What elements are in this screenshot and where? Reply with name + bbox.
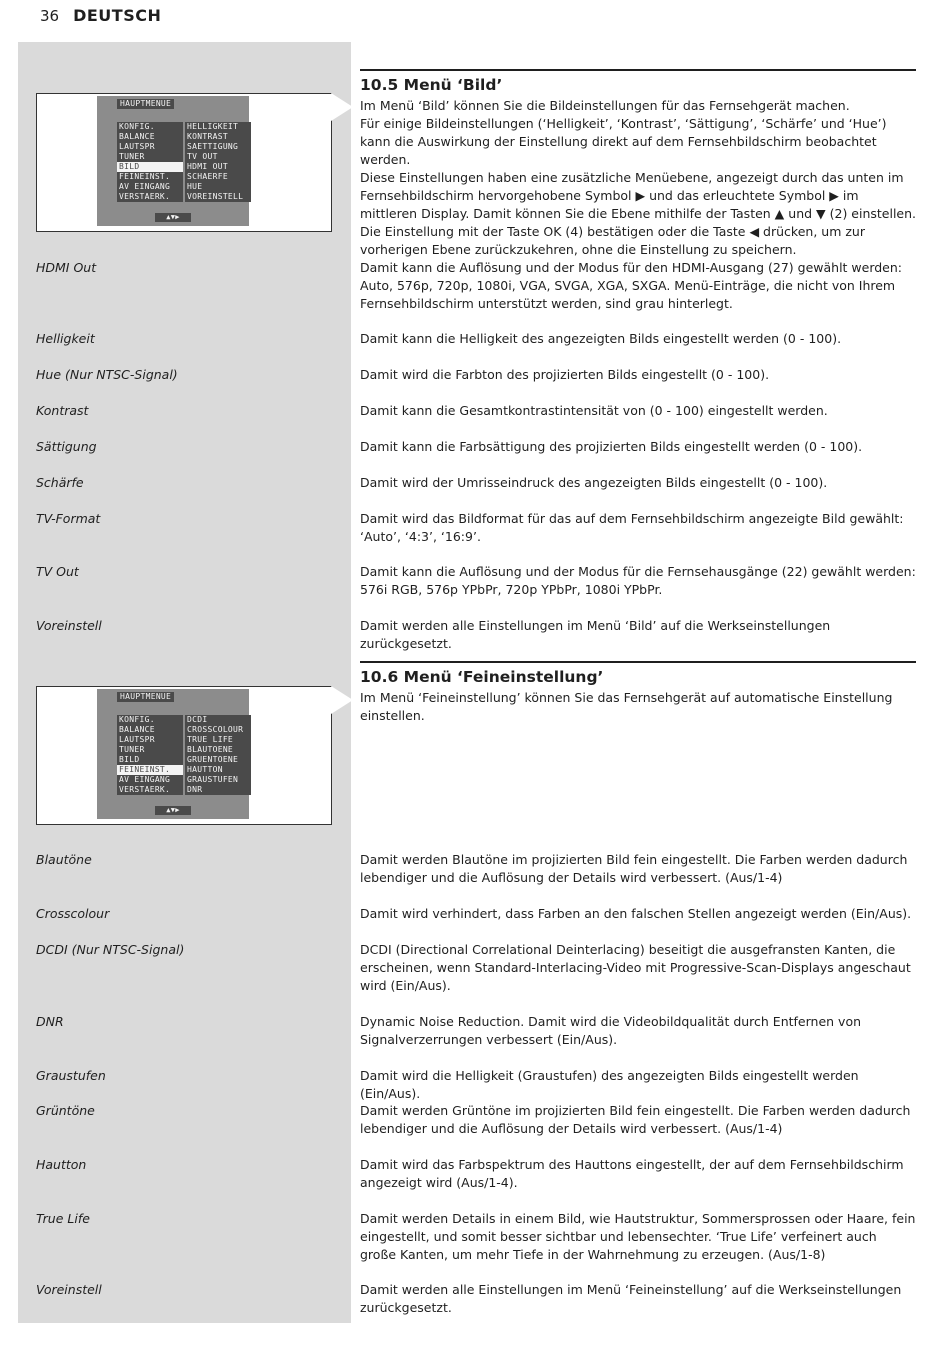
- desc-graustufen: Damit wird die Helligkeit (Graustufen) des angezeigten Bilds eingestellt werden (Ein/Aus).: [360, 1068, 859, 1101]
- tv-submenu-item: HELLIGKEIT: [187, 122, 239, 131]
- desc-hautton: Damit wird das Farbspektrum des Hauttons eingestellt, der auf dem Fernsehbildschirm angezeigt wird (Aus/1-4).: [360, 1157, 904, 1190]
- tv-submenu-item: GRAUSTUFEN: [187, 775, 239, 784]
- tv-screen: [97, 689, 249, 819]
- tv-screen: [97, 96, 249, 226]
- desc-tv-format: Damit wird das Bildformat für das auf dem Fernsehbildschirm angezeigte Bild gewählt: ‘Auto’, ‘4:3’, ‘16:9’.: [360, 511, 904, 544]
- term-graustufen: Graustufen: [36, 1068, 106, 1083]
- tv-menu-left-column: [117, 715, 183, 795]
- term-kontrast: Kontrast: [36, 403, 89, 418]
- tv-menu-screenshot-bild: [36, 93, 332, 232]
- term-hautton: Hautton: [36, 1157, 87, 1172]
- term-gruentoene: Grüntöne: [36, 1103, 95, 1118]
- tv-menu-item: AV EINGANG: [119, 182, 171, 191]
- tv-submenu-item: TV OUT: [187, 152, 218, 161]
- section-intro-feineinstellung: Im Menü ‘Feineinstellung’ können Sie das Fernsehgerät auf automatische Einstellung einstellen.: [360, 690, 893, 723]
- tv-menu-item: VERSTAERK.: [119, 192, 171, 201]
- desc-helligkeit: Damit kann die Helligkeit des angezeigten Bilds eingestellt werden (0 - 100).: [360, 331, 842, 346]
- term-dcdi: DCDI (Nur NTSC-Signal): [36, 942, 185, 957]
- tv-submenu-item: DNR: [187, 785, 203, 794]
- section-intro-bild: [360, 97, 916, 259]
- tv-menu-item: FEINEINST.: [119, 172, 171, 181]
- tv-submenu-item: DCDI: [187, 715, 208, 724]
- desc-voreinstell: Damit werden alle Einstellungen im Menü ‘Bild’ auf die Werkseinstellungen zurückgesetzt.: [360, 618, 831, 651]
- tv-submenu-item: HUE: [187, 182, 203, 191]
- tv-menu-item: VERSTAERK.: [119, 785, 171, 794]
- tv-menu-title: HAUPTMENUE: [117, 692, 174, 702]
- tv-menu-item: KONFIG.: [119, 715, 155, 724]
- tv-menu-item: LAUTSPR: [119, 735, 155, 744]
- tv-submenu-item: KONTRAST: [187, 132, 228, 141]
- tv-submenu-item: VOREINSTELL: [187, 192, 244, 201]
- tv-submenu-item: HAUTTON: [187, 765, 223, 774]
- tv-menu-right-column: [185, 122, 251, 202]
- desc-true-life: Damit werden Details in einem Bild, wie Hautstruktur, Sommersprossen oder Haare, fein eingestellt, und somit besser sichtbar und lebensechter. ‘True Life’ verfeinert auch große Kanten, um mehr Tiefe in der Wahrnehmung zu erzeugen. (Aus/1-8): [360, 1211, 916, 1262]
- desc-kontrast: Damit kann die Gesamtkontrastintensität von (0 - 100) eingestellt werden.: [360, 403, 828, 418]
- tv-menu-item: KONFIG.: [119, 122, 155, 131]
- tv-menu-item-selected: BILD: [117, 162, 183, 172]
- tv-menu-item: TUNER: [119, 745, 145, 754]
- intro-paragraph: Diese Einstellungen haben eine zusätzliche Menüebene, angezeigt durch das unten im Fernsehbildschirm hervorgehobene Symbol ▶ und das erleuchtete Symbol ▶ im mittleren Display. Damit können Sie die Ebene mithilfe der Tasten ▲ und ▼ (2) einstellen. Die Einstellung mit der Taste OK (4) bestätigen oder die Taste ◀ drücken, um zur vorherigen Ebene zurückzukehren, ohne die Einstellung zu speichern.: [360, 170, 917, 257]
- term-hue: Hue (Nur NTSC-Signal): [36, 367, 178, 382]
- intro-paragraph: Für einige Bildeinstellungen (‘Helligkeit’, ‘Kontrast’, ‘Sättigung’, ‘Schärfe’ und ‘Hue’) kann die Auswirkung der Einstellung direkt auf dem Fernsehbildschirm beobachtet werden.: [360, 116, 887, 167]
- tv-menu-screenshot-feineinstellung: [36, 686, 332, 825]
- desc-gruentoene: Damit werden Grüntöne im projizierten Bild fein eingestellt. Die Farben werden dadurch lebendiger und die Auflösung der Details wird verbessert. (Aus/1-4): [360, 1103, 911, 1136]
- desc-voreinstell-fein: Damit werden alle Einstellungen im Menü ‘Feineinstellung’ auf die Werkseinstellungen zurückgesetzt.: [360, 1282, 902, 1315]
- desc-blautoene: Damit werden Blautöne im projizierten Bild fein eingestellt. Die Farben werden dadurch lebendiger und die Auflösung der Details wird verbessert. (Aus/1-4): [360, 852, 908, 885]
- section-rule: [360, 69, 916, 71]
- tv-submenu-item: HDMI OUT: [187, 162, 228, 171]
- tv-submenu-item: TRUE LIFE: [187, 735, 234, 744]
- desc-hue: Damit wird die Farbton des projizierten Bilds eingestellt (0 - 100).: [360, 367, 770, 382]
- tv-menu-item: BILD: [119, 755, 140, 764]
- page-number: 36: [40, 7, 60, 25]
- term-helligkeit: Helligkeit: [36, 331, 95, 346]
- section-rule: [360, 661, 916, 663]
- desc-dnr: Dynamic Noise Reduction. Damit wird die Videobildqualität durch Entfernen von Signalverzerrungen verbessert (Ein/Aus).: [360, 1014, 862, 1047]
- term-voreinstell-fein: Voreinstell: [36, 1282, 102, 1297]
- section-title-feineinstellung: 10.6 Menü ‘Feineinstellung’: [360, 668, 604, 686]
- tv-menu-item: BALANCE: [119, 132, 155, 141]
- desc-saettigung: Damit kann die Farbsättigung des projizierten Bilds eingestellt werden (0 - 100).: [360, 439, 863, 454]
- tv-menu-item: TUNER: [119, 152, 145, 161]
- tv-menu-item: AV EINGANG: [119, 775, 171, 784]
- tv-menu-item: LAUTSPR: [119, 142, 155, 151]
- term-crosscolour: Crosscolour: [36, 906, 110, 921]
- sidebar-panel: [18, 42, 351, 1323]
- term-saettigung: Sättigung: [36, 439, 97, 454]
- page-language: DEUTSCH: [73, 6, 162, 25]
- tv-submenu-item: BLAUTOENE: [187, 745, 234, 754]
- intro-paragraph: Im Menü ‘Bild’ können Sie die Bildeinstellungen für das Fernsehgerät machen.: [360, 98, 850, 113]
- term-blautoene: Blautöne: [36, 852, 92, 867]
- tv-menu-item: BALANCE: [119, 725, 155, 734]
- term-dnr: DNR: [36, 1014, 64, 1029]
- tv-menu-item-selected: FEINEINST.: [117, 765, 183, 775]
- tv-menu-title: HAUPTMENUE: [117, 99, 174, 109]
- tv-menu-left-column: [117, 122, 183, 202]
- tv-nav-arrows-icon: ▲▼▶: [155, 806, 191, 815]
- callout-pointer: [331, 686, 353, 714]
- section-title-bild: 10.5 Menü ‘Bild’: [360, 76, 503, 94]
- term-tv-format: TV-Format: [36, 511, 101, 526]
- term-true-life: True Life: [36, 1211, 90, 1226]
- tv-submenu-item: GRUENTOENE: [187, 755, 239, 764]
- tv-menu-right-column: [185, 715, 251, 795]
- desc-tv-out: Damit kann die Auflösung und der Modus für die Fernsehausgänge (22) gewählt werden: 576i RGB, 576p YPbPr, 720p YPbPr, 1080i YPbPr.: [360, 564, 916, 597]
- desc-hdmi-out: Damit kann die Auflösung und der Modus für den HDMI-Ausgang (27) gewählt werden: Auto, 576p, 720p, 1080i, VGA, SVGA, XGA, SXGA. Menü-Einträge, die nicht von Ihrem Fernsehbildschirm unterstützt werden, sind grau hinterlegt.: [360, 260, 903, 311]
- tv-submenu-item: SCHAERFE: [187, 172, 228, 181]
- term-hdmi-out: HDMI Out: [36, 260, 97, 275]
- desc-dcdi: DCDI (Directional Correlational Deinterlacing) beseitigt die ausgefransten Kanten, die erscheinen, wenn Standard-Interlacing-Video mit Progressive-Scan-Displays angeschaut wird (Ein/Aus).: [360, 942, 911, 993]
- term-voreinstell: Voreinstell: [36, 618, 102, 633]
- term-tv-out: TV Out: [36, 564, 79, 579]
- callout-pointer: [331, 93, 353, 121]
- tv-nav-arrows-icon: ▲▼▶: [155, 213, 191, 222]
- desc-crosscolour: Damit wird verhindert, dass Farben an den falschen Stellen angezeigt werden (Ein/Aus).: [360, 906, 912, 921]
- tv-submenu-item: SAETTIGUNG: [187, 142, 239, 151]
- term-schaerfe: Schärfe: [36, 475, 84, 490]
- tv-submenu-item: CROSSCOLOUR: [187, 725, 244, 734]
- page-header: [40, 6, 161, 25]
- desc-schaerfe: Damit wird der Umrisseindruck des angezeigten Bilds eingestellt (0 - 100).: [360, 475, 828, 490]
